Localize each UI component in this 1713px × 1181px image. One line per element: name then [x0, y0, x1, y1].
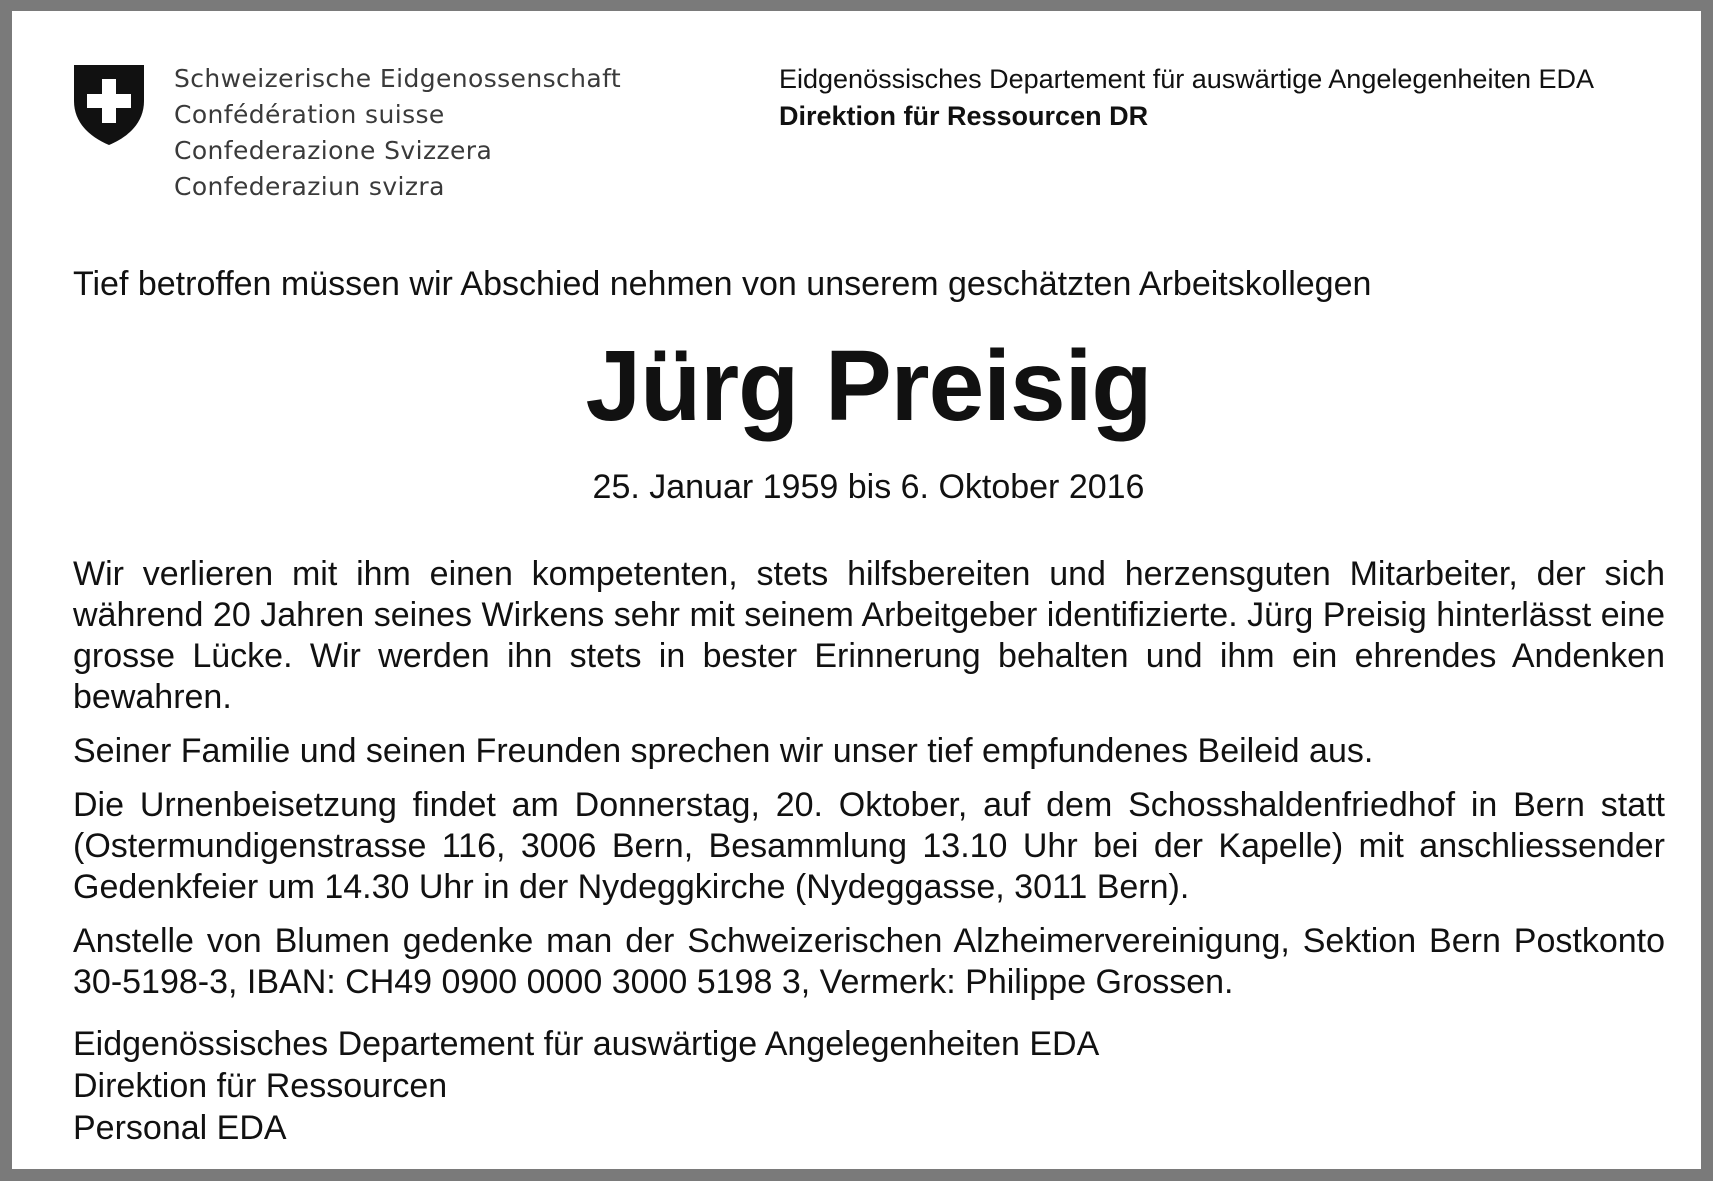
- signature-line-personnel: Personal EDA: [73, 1109, 287, 1147]
- life-dates: 25. Januar 1959 bis 6. Oktober 2016: [592, 468, 1145, 506]
- deceased-name: Jürg Preisig: [585, 330, 1152, 442]
- department-header: [779, 61, 1594, 135]
- signature-line-department: Eidgenössisches Departement für auswärtige Angelegenheiten EDA: [73, 1025, 1100, 1063]
- swiss-shield-icon: [70, 61, 148, 147]
- logo-line-de: Schweizerische Eidgenossenschaft: [174, 64, 622, 93]
- intro-line: Tief betroffen müssen wir Abschied nehmen von unserem geschätzten Arbeitskollegen: [73, 265, 1372, 303]
- logo-line-rm: Confederaziun svizra: [174, 172, 445, 201]
- logo-line-it: Confederazione Svizzera: [174, 136, 493, 165]
- paragraph-condolences: Seiner Familie und seinen Freunden sprechen wir unser tief empfundenes Beileid aus.: [73, 732, 1374, 770]
- directorate-name: Direktion für Ressourcen DR: [779, 101, 1149, 131]
- department-name: Eidgenössisches Departement für auswärtige Angelegenheiten EDA: [779, 64, 1594, 94]
- paragraph-funeral: Die Urnenbeisetzung findet am Donnerstag, 20. Oktober, auf dem Schosshaldenfriedhof in Bern statt (Ostermundigenstrasse 116, 3006 Bern, Besammlung 13.10 Uhr bei der Kapelle) mit anschliessender Gedenkfeier um 14.30 Uhr in der Nydeggkirche (Nydeggasse, 3011 Bern).: [73, 786, 1665, 906]
- signature-block: [73, 1023, 1099, 1149]
- logo-line-fr: Confédération suisse: [174, 100, 445, 129]
- signature-line-directorate: Direktion für Ressourcen: [73, 1067, 448, 1105]
- paragraph-donation: Anstelle von Blumen gedenke man der Schweizerischen Alzheimervereinigung, Sektion Bern Postkonto 30-5198-3, IBAN: CH49 0900 0000 3000 5198 3, Vermerk: Philippe Grossen.: [73, 922, 1665, 1001]
- logo-wordmark: [174, 61, 621, 205]
- notice-body: [73, 554, 1665, 1016]
- paragraph-tribute: Wir verlieren mit ihm einen kompetenten, stets hilfsbereiten und herzensguten Mitarbeiter, der sich während 20 Jahren seines Wirkens sehr mit seinem Arbeitgeber identifizierte. Jürg Preisig hinterlässt eine grosse Lücke. Wir werden ihn stets in bester Erinnerung behalten und ihm ein ehrendes Andenken bewahren.: [73, 555, 1665, 716]
